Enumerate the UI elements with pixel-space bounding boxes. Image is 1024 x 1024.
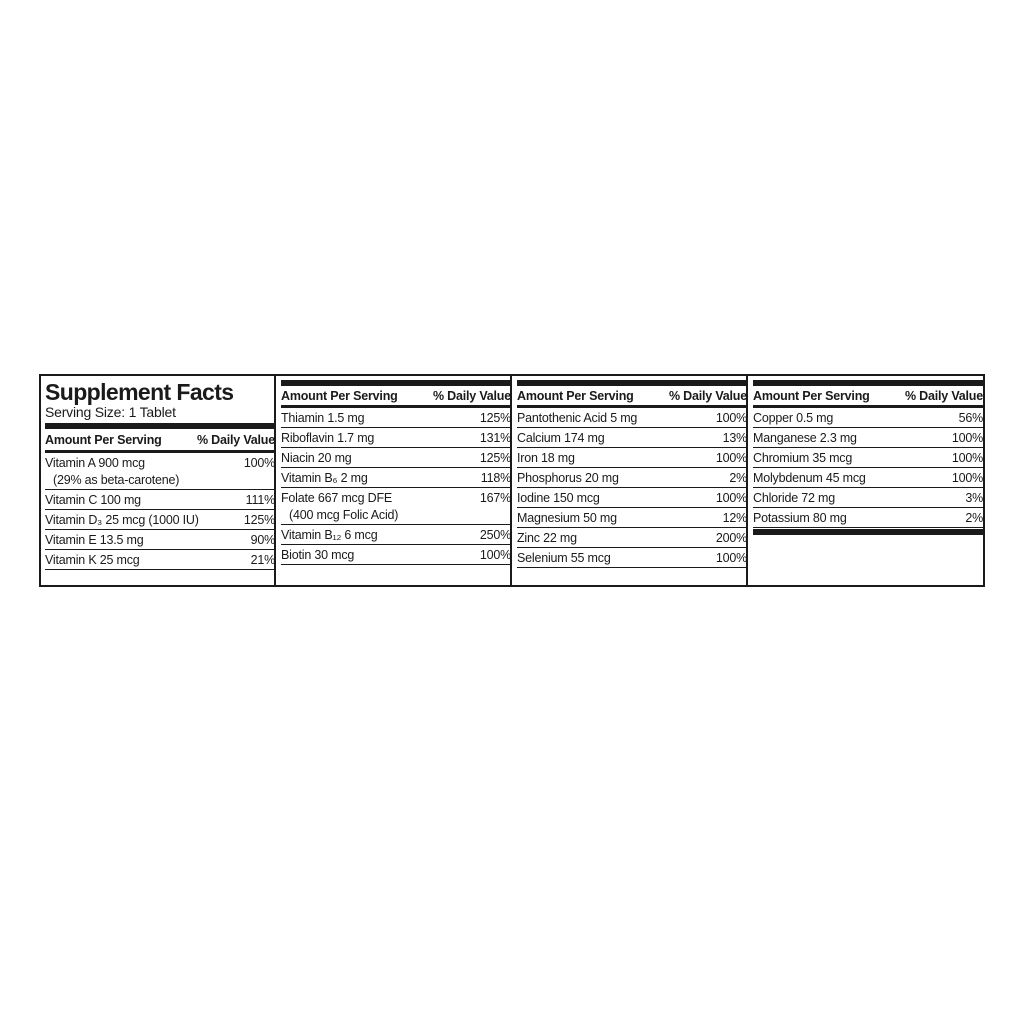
nutrient-row xyxy=(517,468,747,488)
nutrient-name: Molybdenum 45 mcg xyxy=(753,471,866,485)
nutrient-name: Vitamin B₁₂ 6 mcg xyxy=(281,528,378,542)
nutrient-row xyxy=(517,528,747,548)
nutrient-name: Vitamin A 900 mcg xyxy=(45,456,145,470)
daily-value-header: % Daily Value xyxy=(905,389,983,403)
nutrient-row xyxy=(281,468,511,488)
daily-value-header: % Daily Value xyxy=(433,389,511,403)
daily-value: 118% xyxy=(480,471,511,485)
daily-value: 250% xyxy=(479,528,511,542)
nutrient-name: Vitamin B₆ 2 mg xyxy=(281,471,368,485)
daily-value: 100% xyxy=(715,551,747,565)
nutrient-row xyxy=(753,428,983,448)
daily-value-header: % Daily Value xyxy=(669,389,747,403)
nutrient-name: Zinc 22 mg xyxy=(517,531,577,545)
daily-value: 2% xyxy=(729,471,747,485)
nutrient-note: (29% as beta-carotene) xyxy=(53,473,180,487)
nutrient-name: Magnesium 50 mg xyxy=(517,511,617,525)
daily-value: 2% xyxy=(965,511,983,525)
column-header xyxy=(281,386,511,408)
daily-value: 100% xyxy=(479,548,511,562)
amount-header: Amount Per Serving xyxy=(45,433,162,447)
daily-value: 125% xyxy=(243,513,275,527)
facts-column-2 xyxy=(281,380,511,565)
nutrient-name: Niacin 20 mg xyxy=(281,451,352,465)
nutrient-row xyxy=(45,530,275,550)
nutrient-row xyxy=(753,508,983,528)
daily-value: 100% xyxy=(715,491,747,505)
nutrient-name: Potassium 80 mg xyxy=(753,511,847,525)
nutrient-name: Vitamin E 13.5 mg xyxy=(45,533,144,547)
nutrient-name: Vitamin K 25 mcg xyxy=(45,553,140,567)
nutrient-name: Biotin 30 mcg xyxy=(281,548,355,562)
daily-value: 131% xyxy=(479,431,511,445)
column-header xyxy=(753,386,983,408)
nutrient-name: Manganese 2.3 mg xyxy=(753,431,857,445)
nutrient-name: Chloride 72 mg xyxy=(753,491,835,505)
nutrient-row xyxy=(753,408,983,428)
nutrient-name: Pantothenic Acid 5 mg xyxy=(517,411,638,425)
thick-divider xyxy=(753,529,983,535)
nutrient-row xyxy=(753,468,983,488)
daily-value: 125% xyxy=(479,411,511,425)
daily-value: 100% xyxy=(715,451,747,465)
nutrient-name: Phosphorus 20 mg xyxy=(517,471,619,485)
nutrient-row xyxy=(517,408,747,428)
nutrient-name: Iron 18 mg xyxy=(517,451,575,465)
nutrient-name: Vitamin C 100 mg xyxy=(45,493,141,507)
nutrient-name: Chromium 35 mcg xyxy=(753,451,853,465)
daily-value: 13% xyxy=(722,431,747,445)
facts-column-3 xyxy=(517,380,747,568)
daily-value: 167% xyxy=(479,491,511,505)
nutrient-row xyxy=(753,448,983,468)
nutrient-row xyxy=(45,453,275,490)
nutrient-name: Copper 0.5 mg xyxy=(753,411,834,425)
nutrient-name: Thiamin 1.5 mg xyxy=(281,411,365,425)
daily-value: 111% xyxy=(245,493,275,507)
facts-column-1 xyxy=(45,380,275,570)
daily-value: 3% xyxy=(965,491,983,505)
column-header xyxy=(45,429,275,453)
daily-value: 90% xyxy=(250,533,275,547)
nutrient-row xyxy=(281,408,511,428)
nutrient-name: Folate 667 mcg DFE xyxy=(281,491,393,505)
nutrient-row xyxy=(517,488,747,508)
nutrient-row xyxy=(281,488,511,525)
supplement-facts-label xyxy=(39,374,985,587)
nutrient-row xyxy=(281,428,511,448)
nutrient-row xyxy=(281,545,511,565)
amount-header: Amount Per Serving xyxy=(517,389,634,403)
nutrient-row xyxy=(517,548,747,568)
nutrient-name: Selenium 55 mcg xyxy=(517,551,611,565)
daily-value: 125% xyxy=(479,451,511,465)
nutrient-row xyxy=(281,525,511,545)
daily-value: 100% xyxy=(951,451,983,465)
nutrient-row xyxy=(45,510,275,530)
daily-value: 21% xyxy=(250,553,275,567)
nutrient-row xyxy=(281,448,511,468)
label-title: Supplement Facts xyxy=(45,379,234,405)
nutrient-note: (400 mcg Folic Acid) xyxy=(289,508,399,522)
serving-size: Serving Size: 1 Tablet xyxy=(45,404,176,420)
nutrient-row xyxy=(753,488,983,508)
nutrient-row xyxy=(45,490,275,510)
daily-value-header: % Daily Value xyxy=(197,433,275,447)
daily-value: 200% xyxy=(715,531,747,545)
nutrient-row xyxy=(517,428,747,448)
facts-column-4 xyxy=(753,380,983,535)
nutrient-row xyxy=(45,550,275,570)
daily-value: 12% xyxy=(722,511,747,525)
nutrient-row xyxy=(517,448,747,468)
nutrient-row xyxy=(517,508,747,528)
daily-value: 100% xyxy=(715,411,747,425)
daily-value: 56% xyxy=(958,411,983,425)
daily-value: 100% xyxy=(951,431,983,445)
daily-value: 100% xyxy=(243,456,275,470)
amount-header: Amount Per Serving xyxy=(753,389,870,403)
nutrient-name: Calcium 174 mg xyxy=(517,431,605,445)
nutrient-name: Iodine 150 mcg xyxy=(517,491,600,505)
nutrient-name: Riboflavin 1.7 mg xyxy=(281,431,375,445)
amount-header: Amount Per Serving xyxy=(281,389,398,403)
daily-value: 100% xyxy=(951,471,983,485)
nutrient-name: Vitamin D₃ 25 mcg (1000 IU) xyxy=(45,513,199,527)
column-header xyxy=(517,386,747,408)
